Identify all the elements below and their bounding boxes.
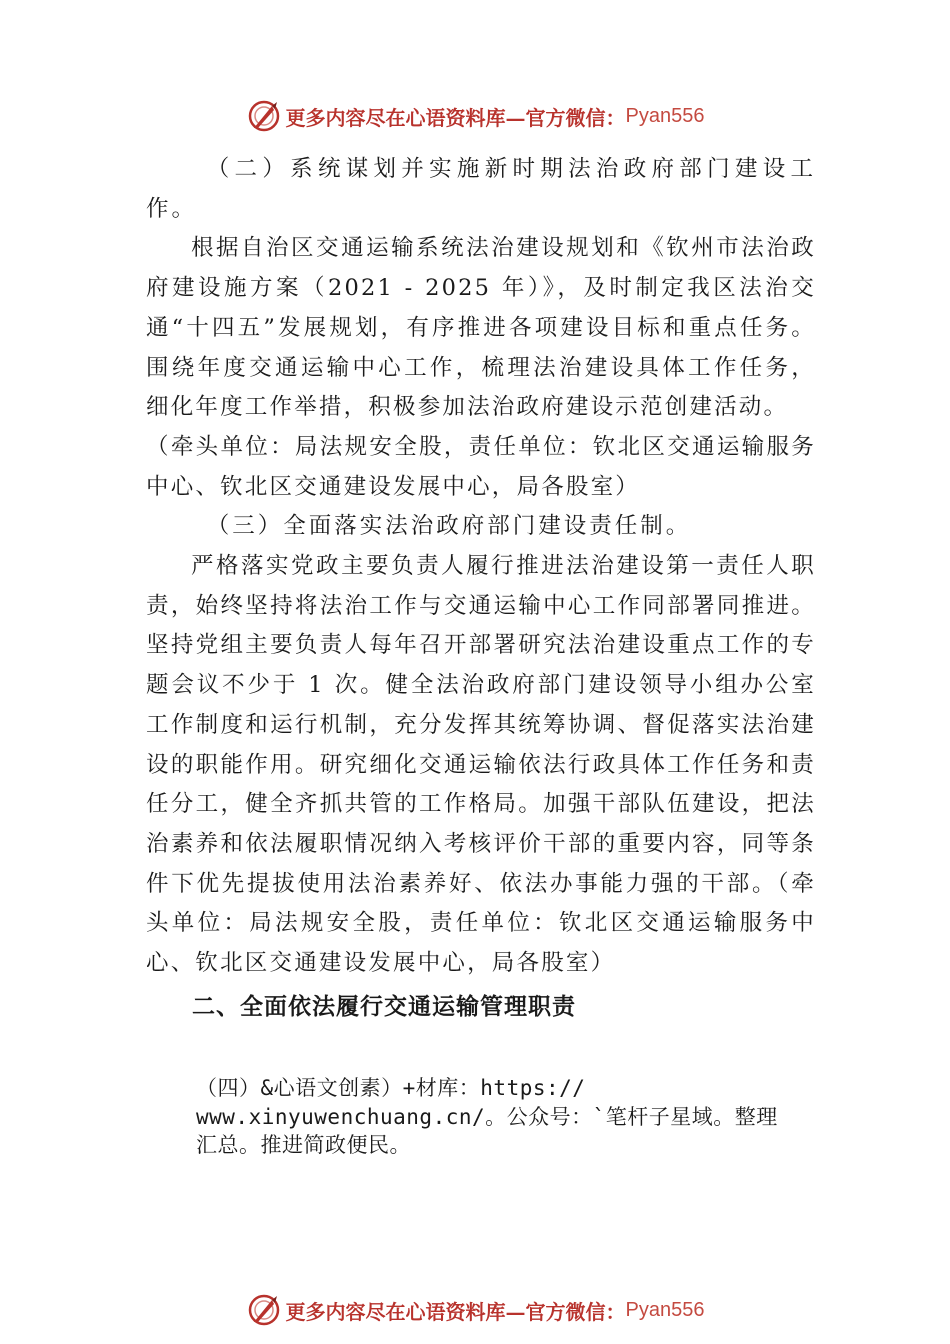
watermark-text: 更多内容尽在心语资料库—官方微信：: [285, 1299, 626, 1324]
watermark-banner-top: [0, 96, 950, 136]
quill-logo-icon: [246, 1292, 282, 1328]
subsection-4-note: [196, 1074, 836, 1160]
subsection-2-responsibility: （牵头单位：局法规安全股，责任单位：钦北区交通运输服务中心、钦北区交通建设发展中心，局各股室）: [146, 433, 816, 500]
watermark-text: 更多内容尽在心语资料库—官方微信：: [285, 105, 626, 130]
note-line-3: 汇总。推进简政便民。: [196, 1133, 411, 1157]
note-line-2: www.xinyuwenchuang.cn/。公众号：`笔杆子星域。整理: [196, 1104, 778, 1129]
document-body: [146, 150, 816, 1027]
watermark-wechat-id: Pyan556: [625, 104, 705, 127]
watermark-banner-bottom: [0, 1290, 950, 1330]
quill-logo-icon: [246, 98, 282, 134]
watermark-wechat-id: Pyan556: [625, 1298, 705, 1321]
section-heading-2: 二、全面依法履行交通运输管理职责: [192, 993, 576, 1020]
subsection-heading-2: （二）系统谋划并实施新时期法治政府部门建设工作。: [146, 156, 816, 222]
subsection-2-paragraph: 根据自治区交通运输系统法治建设规划和《钦州市法治政府建设施方案（2021 - 2025 年）》，及时制定我区法治交通“十四五”发展规划，有序推进各项建设目标和重点任务。 围绕年度交通运输中心工作，梳理法治建设具体工作任务， 细化年度工作举措，积极参加法治政府建设示范创建活动。: [146, 235, 816, 421]
subsection-heading-3: （三）全面落实法治政府部门建设责任制。: [206, 513, 692, 540]
note-line-1: （四）&心语文创素）+材库：https://: [196, 1076, 586, 1100]
subsection-3-paragraph: 严格落实党政主要负责人履行推进法治建设第一责任人职责，始终坚持将法治工作与交通运输中心工作同部署同推进。坚持党组主要负责人每年召开部署研究法治建设重点工作的专题会议不少于 1 次。健全法治政府部门建设领导小组办公室工作制度和运行机制，充分发挥其统筹协调、督促落实法治建设的职能作用。研究细化交通运输依法行政具体工作任务和责任分工，健全齐抓共管的工作格局。加强干部队伍建设，把法治素养和依法履职情况纳入考核评价干部的重要内容，同等条件下优先提拔使用法治素养好、依法办事能力强的干部。（牵头单位：局法规安全股，责任单位：钦北区交通运输服务中心、钦北区交通建设发展中心，局各股室）: [146, 553, 816, 977]
